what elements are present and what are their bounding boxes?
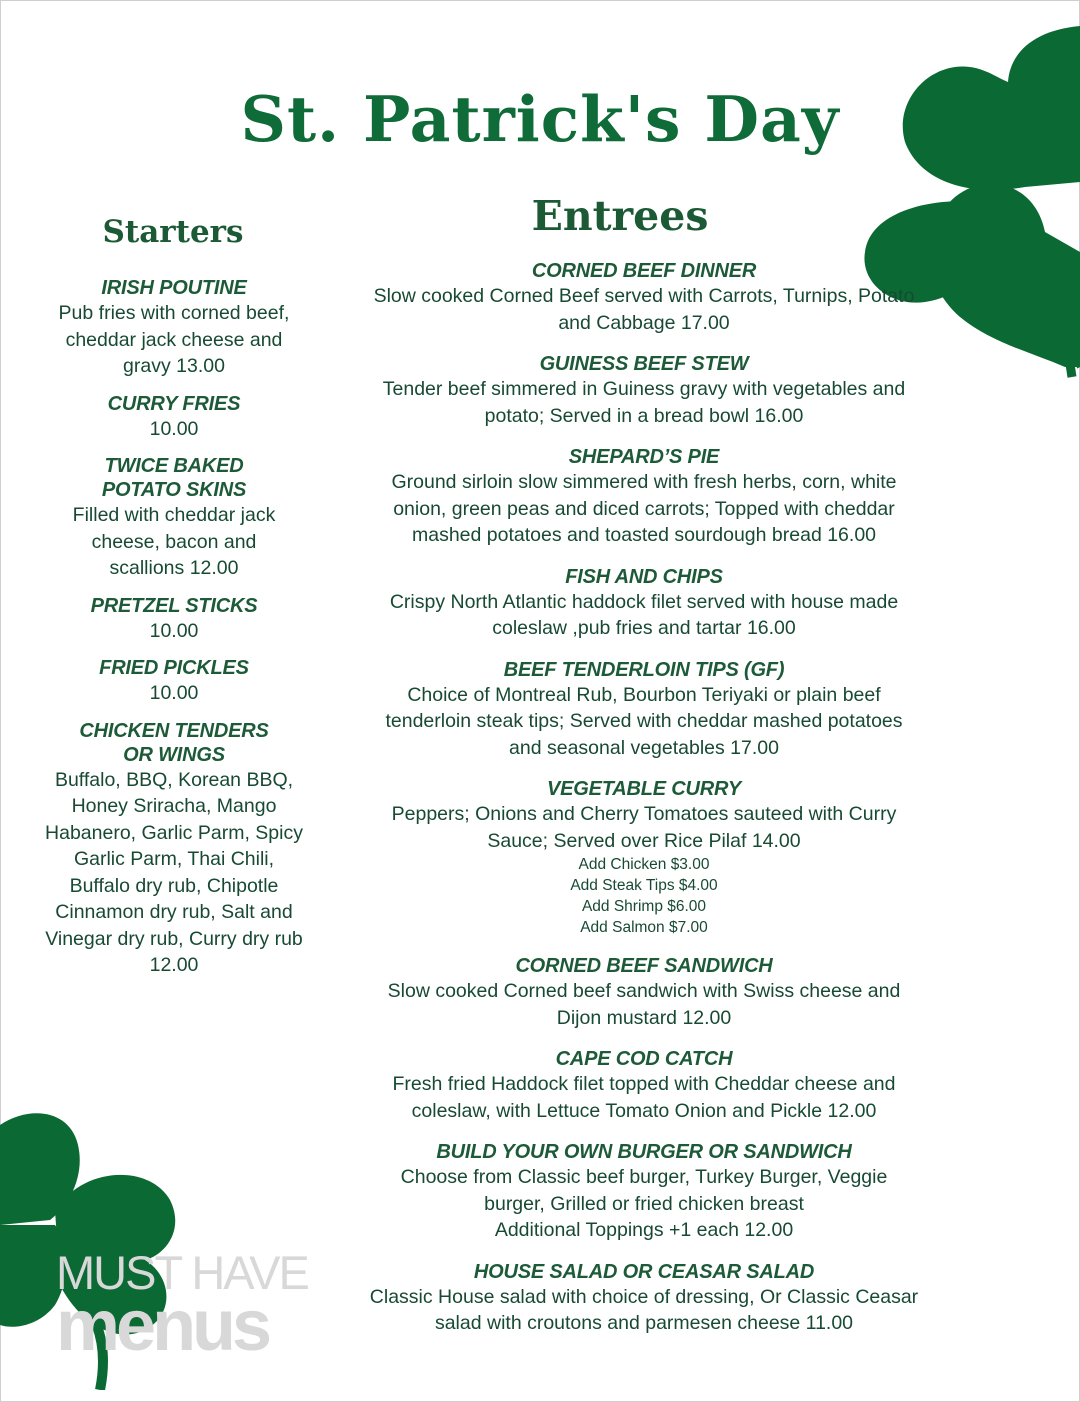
menu-item bbox=[44, 276, 304, 380]
menu-item bbox=[368, 352, 920, 429]
item-desc: Crispy North Atlantic haddock filet served with house made coleslaw ,pub fries and tartar 16.00 bbox=[389, 590, 899, 639]
item-name: CORNED BEEF SANDWICH bbox=[515, 955, 773, 977]
page-title: St. Patrick's Day bbox=[240, 82, 840, 156]
item-name: BEEF TENDERLOIN TIPS (GF) bbox=[503, 658, 785, 681]
addon-list bbox=[368, 854, 920, 938]
item-name: PRETZEL STICKS bbox=[90, 594, 258, 617]
addon-item: Add Steak Tips $4.00 bbox=[570, 877, 718, 894]
menu-item bbox=[368, 1260, 920, 1337]
item-desc: Fresh fried Haddock filet topped with Cheddar cheese and coleslaw, with Lettuce Tomato Onion and Pickle 12.00 bbox=[392, 1073, 896, 1122]
item-desc: Choice of Montreal Rub, Bourbon Teriyaki or plain beef tenderloin steak tips; Served with cheddar mashed potatoes and seasonal vegetables 17.00 bbox=[385, 683, 903, 759]
menu-item bbox=[368, 1140, 920, 1244]
item-name: FISH AND CHIPS bbox=[565, 565, 723, 588]
menu-item bbox=[44, 656, 304, 707]
entrees-list bbox=[368, 259, 920, 1353]
item-desc: Classic House salad with choice of dressing, Or Classic Ceasar salad with croutons and parmesen cheese 11.00 bbox=[369, 1285, 919, 1334]
watermark-line2: menus bbox=[56, 1286, 269, 1366]
menu-item bbox=[44, 454, 304, 582]
item-name: CORNED BEEF DINNER bbox=[531, 260, 757, 282]
item-desc: Peppers; Onions and Cherry Tomatoes sauteed with Curry Sauce; Served over Rice Pilaf 14.00 bbox=[391, 803, 897, 852]
item-name: SHEPARD’S PIE bbox=[568, 446, 720, 468]
item-desc: Slow cooked Corned Beef served with Carrots, Turnips, Potato and Cabbage 17.00 bbox=[373, 285, 915, 334]
entrees-heading: Entrees bbox=[531, 192, 709, 240]
item-desc-extra: Additional Toppings +1 each 12.00 bbox=[494, 1219, 794, 1241]
starters-heading: Starters bbox=[102, 214, 244, 250]
item-name: VEGETABLE CURRY bbox=[546, 778, 742, 800]
item-desc: Buffalo, BBQ, Korean BBQ, Honey Sriracha, Mango Habanero, Garlic Parm, Spicy Garlic Parm, Thai Chili, Buffalo dry rub, Chipotle Cinnamon dry rub, Salt and Vinegar dry rub, Curry dry rub 12.00 bbox=[45, 768, 303, 976]
watermark-line1: MUST HAVE bbox=[56, 1246, 308, 1299]
item-name: TWICE BAKED POTATO SKINS bbox=[101, 455, 247, 501]
starters-list bbox=[44, 276, 304, 991]
item-desc: Tender beef simmered in Guiness gravy with vegetables and potato; Served in a bread bowl 16.00 bbox=[382, 378, 906, 427]
item-name: HOUSE SALAD OR CEASAR SALAD bbox=[473, 1260, 815, 1283]
item-name: CURRY FRIES bbox=[107, 392, 241, 415]
addon-item: Add Shrimp $6.00 bbox=[581, 898, 707, 915]
menu-item bbox=[368, 565, 920, 642]
shamrock-bottom-left-icon bbox=[0, 1105, 190, 1390]
item-desc: Choose from Classic beef burger, Turkey Burger, Veggie burger, Grilled or fried chicken breast bbox=[400, 1166, 888, 1215]
item-desc: 10.00 bbox=[149, 417, 199, 440]
menu-item bbox=[368, 658, 920, 762]
menu-item bbox=[368, 445, 920, 549]
item-name: IRISH POUTINE bbox=[101, 277, 247, 299]
item-desc: Pub fries with corned beef, cheddar jack cheese and gravy 13.00 bbox=[58, 302, 290, 377]
item-desc: Slow cooked Corned beef sandwich with Swiss cheese and Dijon mustard 12.00 bbox=[387, 980, 901, 1029]
menu-item bbox=[44, 719, 304, 979]
item-name: GUINESS BEEF STEW bbox=[539, 353, 749, 375]
menu-item bbox=[368, 777, 920, 938]
item-name: FRIED PICKLES bbox=[99, 657, 249, 679]
menu-item bbox=[44, 594, 304, 645]
menu-item bbox=[368, 954, 920, 1031]
menu-item bbox=[368, 1047, 920, 1124]
item-name: BUILD YOUR OWN BURGER OR SANDWICH bbox=[436, 1141, 852, 1163]
addon-item: Add Chicken $3.00 bbox=[578, 856, 710, 873]
item-name: CHICKEN TENDERS OR WINGS bbox=[79, 719, 269, 766]
item-desc: 10.00 bbox=[149, 682, 199, 704]
item-desc: Filled with cheddar jack cheese, bacon and scallions 12.00 bbox=[72, 504, 276, 579]
item-desc: Ground sirloin slow simmered with fresh herbs, corn, white onion, green peas and diced carrots; Topped with cheddar mashed potatoes and toasted sourdough bread 16.00 bbox=[391, 471, 897, 546]
menu-item bbox=[368, 259, 920, 336]
item-desc: 10.00 bbox=[149, 619, 199, 642]
item-name: CAPE COD CATCH bbox=[555, 1048, 733, 1070]
addon-item: Add Salmon $7.00 bbox=[580, 919, 708, 936]
menu-item bbox=[44, 392, 304, 443]
